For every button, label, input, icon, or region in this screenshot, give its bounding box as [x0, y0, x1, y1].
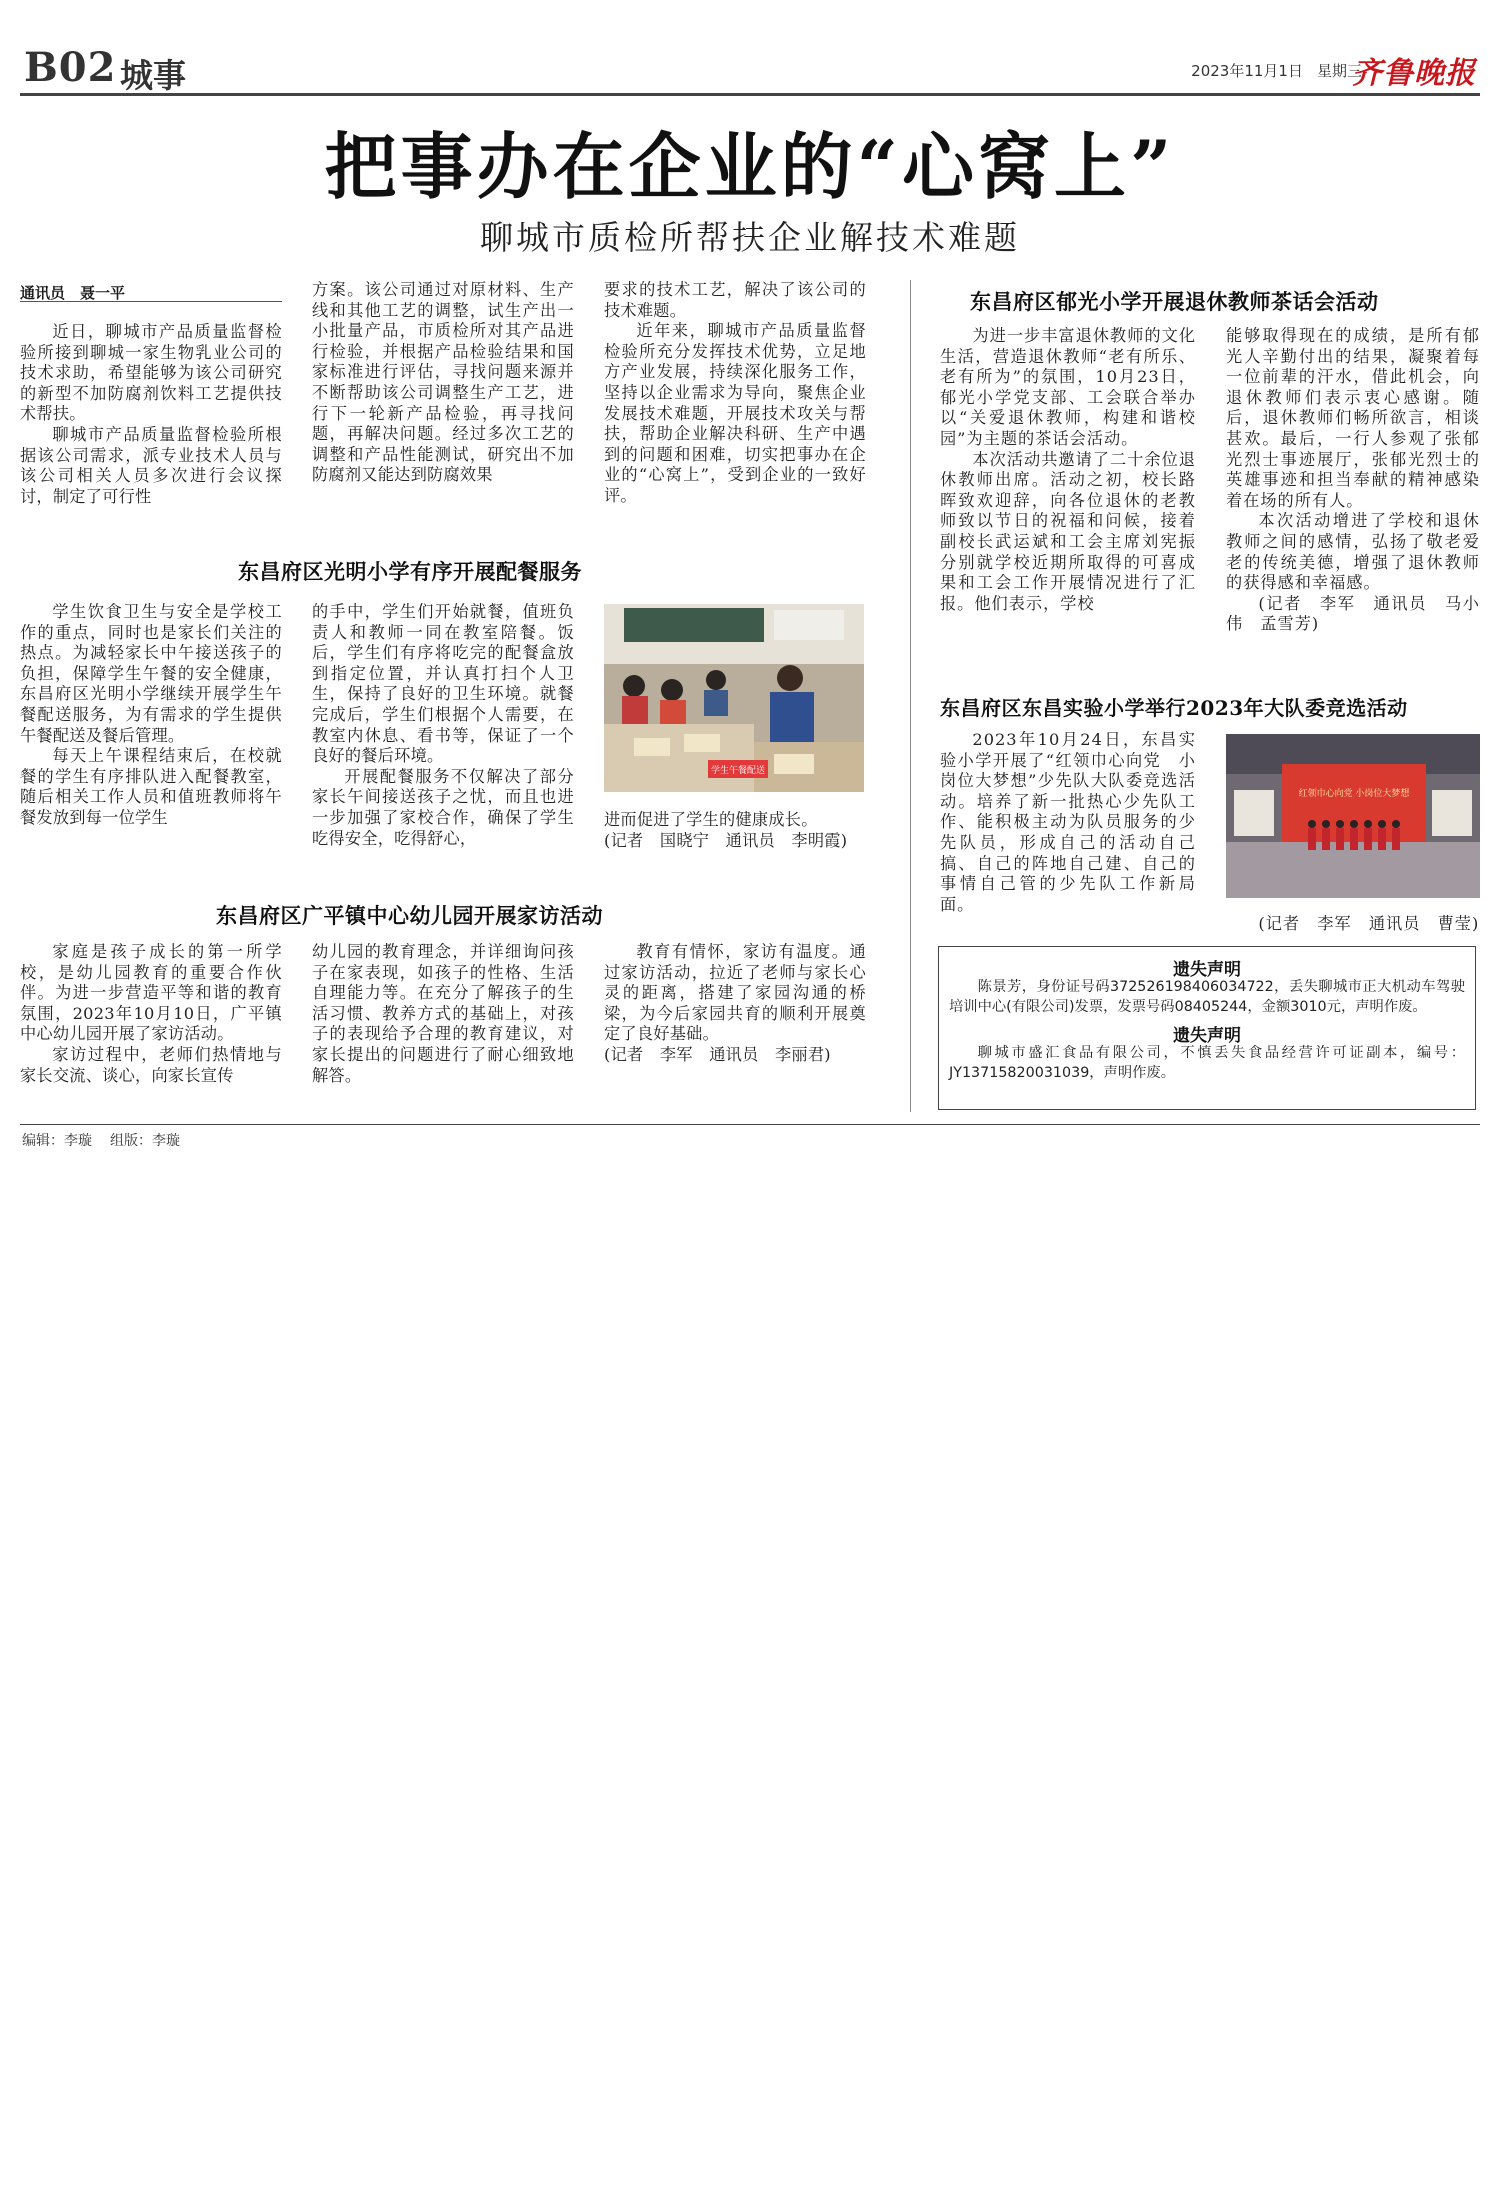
- editor-credit: 编辑：李璇: [22, 1133, 92, 1149]
- section-name: 城事: [120, 56, 186, 95]
- meal-column-2: [312, 602, 574, 866]
- issue-weekday: 星期三: [1316, 62, 1362, 80]
- meal-service-photo: [604, 604, 864, 792]
- kindergarten-column-1: [20, 942, 282, 1106]
- page-footer: [22, 1130, 180, 1150]
- issue-date: 2023年11月1日: [1191, 62, 1303, 80]
- paragraph: 幼儿园的教育理念，并详细询问孩子在家表现，如孩子的性格、生活自理能力等。在充分了解孩子的生活习惯、教养方式的基础上，对孩子的表现给予合理的教育建议，对家长提出的问题进行了耐心细致地解答。: [312, 942, 574, 1085]
- lead-subheadline: 聊城市质检所帮扶企业解技术难题: [480, 218, 1020, 257]
- classroom-lunch-image: [604, 604, 864, 792]
- footer-rule: [20, 1124, 1480, 1125]
- notice-body: 陈景芳，身份证号码372526198406034722，丢失聊城市正大机动车驾驶培训中心(有限公司)发票，发票号码08405244，金额3010元，声明作废。: [949, 979, 1465, 1015]
- paragraph: 为进一步丰富退休教师的文化生活，营造退休教师“老有所乐、老有所为”的氛围，10月23日，郁光小学党支部、工会联合举办以“关爱退休教师，构建和谐校园”为主题的茶话会活动。: [940, 326, 1196, 448]
- lost-notices-box: [938, 946, 1476, 1110]
- notice-body: 聊城市盛汇食品有限公司，不慎丢失食品经营许可证副本，编号：JY13715820031039，声明作废。: [949, 1045, 1465, 1081]
- masthead: [20, 44, 1480, 96]
- paragraph: 2023年10月24日，东昌实验小学开展了“红领巾心向党 小岗位大梦想”少先队大队委竞选活动。培养了新一批热心少先队工作、能积极主动为队员服务的少先队员，形成自己的活动自己搞、自己的阵地自己建、自己的事情自己管的少先队工作新局面。: [940, 730, 1196, 914]
- article-credit: (记者 李军 通讯员 曹莹): [1258, 914, 1480, 933]
- tea-column-2: [1226, 326, 1480, 678]
- article-credit: (记者 国晓宁 通讯员 李明霞): [604, 830, 848, 850]
- paragraph: 近年来，聊城市产品质量监督检验所充分发挥技术优势，立足地方产业发展，持续深化服务工作，坚持以企业需求为导向，聚焦企业发展技术难题，开展技术攻关与帮扶，帮助企业解决科研、生产中遇到的问题和困难，切实把事办在企业的“心窝上”，受到企业的一致好评。: [604, 321, 866, 505]
- article-credit: (记者 李军 通讯员 李丽君): [604, 1044, 831, 1064]
- kindergarten-column-2: [312, 942, 574, 1106]
- layout-credit: 组版：李璇: [110, 1133, 180, 1149]
- paragraph: 方案。该公司通过对原材料、生产线和其他工艺的调整，试生产出一小批量产品，市质检所对其产品进行检验，并根据产品检验结果和国家标准进行评估，寻找问题来源并不断帮助该公司调整生产工艺，进行下一轮新产品检验，再寻找问题，再解决问题。经过多次工艺的调整和产品性能测试，研究出不加防腐剂又能达到防腐效果: [312, 280, 574, 485]
- paragraph: 家庭是孩子成长的第一所学校，是幼儿园教育的重要合作伙伴。为进一步营造平等和谐的教育氛围，2023年10月10日，广平镇中心幼儿园开展了家访活动。: [20, 942, 282, 1044]
- tea-column-1: [940, 326, 1196, 678]
- paragraph: 要求的技术工艺，解决了该公司的技术难题。: [604, 280, 866, 320]
- paragraph: 家访过程中，老师们热情地与家长交流、谈心，向家长宣传: [20, 1044, 282, 1085]
- column-divider: [910, 280, 911, 1112]
- meal-column-1: [20, 602, 282, 866]
- paragraph: 本次活动增进了学校和退休教师之间的感情，弘扬了敬老爱老的传统美德，增强了退休教师的获得感和幸福感。: [1226, 511, 1480, 593]
- story-headline: 东昌府区光明小学有序开展配餐服务: [238, 559, 582, 584]
- election-credit-column: [1226, 914, 1480, 936]
- lead-column-2: [312, 280, 574, 540]
- story-headline: 东昌府区郁光小学开展退休教师茶话会活动: [970, 289, 1379, 314]
- paragraph: 教育有情怀，家访有温度。通过家访活动，拉近了老师与家长心灵的距离，搭建了家园沟通的桥梁，为今后家园共育的顺利开展奠定了良好基础。: [604, 942, 866, 1044]
- paragraph: 本次活动共邀请了二十余位退休教师出席。活动之初，校长路晖致欢迎辞，向各位退休的老教师致以节日的祝福和问候，接着副校长武运斌和工会主席刘宪振分别就学校近期所取得的可喜成果和工会工作开展情况进行了汇报。他们表示，学校: [940, 449, 1196, 613]
- meal-column-3: [604, 810, 866, 866]
- stage-image: [1226, 734, 1480, 898]
- kindergarten-column-3: [604, 942, 866, 1106]
- paragraph: 开展配餐服务不仅解决了部分家长午间接送孩子之忧，而且也进一步加强了家校合作，确保了学生吃得安全，吃得舒心，: [312, 766, 574, 848]
- photo-sign-label: 学生午餐配送: [710, 766, 766, 776]
- election-stage-photo: [1226, 734, 1480, 898]
- notice-title: 遗失声明: [1173, 1026, 1241, 1046]
- article-credit: (记者 李军 通讯员 马小伟 孟雪芳): [1226, 593, 1480, 634]
- paragraph: 每天上午课程结束后，在校就餐的学生有序排队进入配餐教室，随后相关工作人员和值班教师将午餐发放到每一位学生: [20, 746, 282, 827]
- paragraph: 的手中，学生们开始就餐，值班负责人和教师一同在教室陪餐。饭后，学生们有序将吃完的配餐盒放到指定位置，并认真打扫个人卫生，保持了良好的卫生环境。就餐完成后，学生们根据个人需要，在教室内休息、看书等，保证了一个良好的餐后环境。: [312, 602, 574, 766]
- lead-byline: 通讯员 聂一平: [20, 282, 282, 302]
- lead-column-3: [604, 280, 866, 540]
- lead-column-1: [20, 322, 282, 540]
- dateline: [1191, 60, 1362, 81]
- story-headline: 东昌府区东昌实验小学举行2023年大队委竞选活动: [940, 696, 1408, 720]
- notice-title: 遗失声明: [1173, 960, 1241, 980]
- paragraph: 能够取得现在的成绩，是所有郁光人辛勤付出的结果，凝聚着每一位前辈的汗水，借此机会，向退休教师们表示衷心感谢。随后，退休教师们畅所欲言，相谈甚欢。最后，一行人参观了张郁光烈士事迹展厅，张郁光烈士的英雄事迹和担当奉献的精神感染着在场的所有人。: [1226, 326, 1480, 510]
- election-column: [940, 730, 1196, 942]
- paragraph: 进而促进了学生的健康成长。: [604, 810, 818, 829]
- page-number: B02: [24, 44, 117, 91]
- paragraph: 近日，聊城市产品质量监督检验所接到聊城一家生物乳业公司的技术求助，希望能够为该公司研究的新型不加防腐剂饮料工艺提供技术帮扶。: [20, 322, 282, 424]
- lead-headline: 把事办在企业的“心窝上”: [324, 124, 1176, 209]
- paragraph: 学生饮食卫生与安全是学校工作的重点，同时也是家长们关注的热点。为减轻家长中午接送孩子的负担，保障学生午餐的安全健康，东昌府区光明小学继续开展学生午餐配送服务，为有需求的学生提供午餐配送及餐后管理。: [20, 602, 282, 745]
- stage-banner-text: 红领巾心向党 小岗位大梦想: [1298, 789, 1410, 799]
- story-headline: 东昌府区广平镇中心幼儿园开展家访活动: [216, 903, 603, 928]
- newspaper-logo: 齐鲁晚报: [1352, 56, 1476, 91]
- paragraph: 聊城市产品质量监督检验所根据该公司需求，派专业技术人员与该公司相关人员多次进行会议探讨，制定了可行性: [20, 424, 282, 506]
